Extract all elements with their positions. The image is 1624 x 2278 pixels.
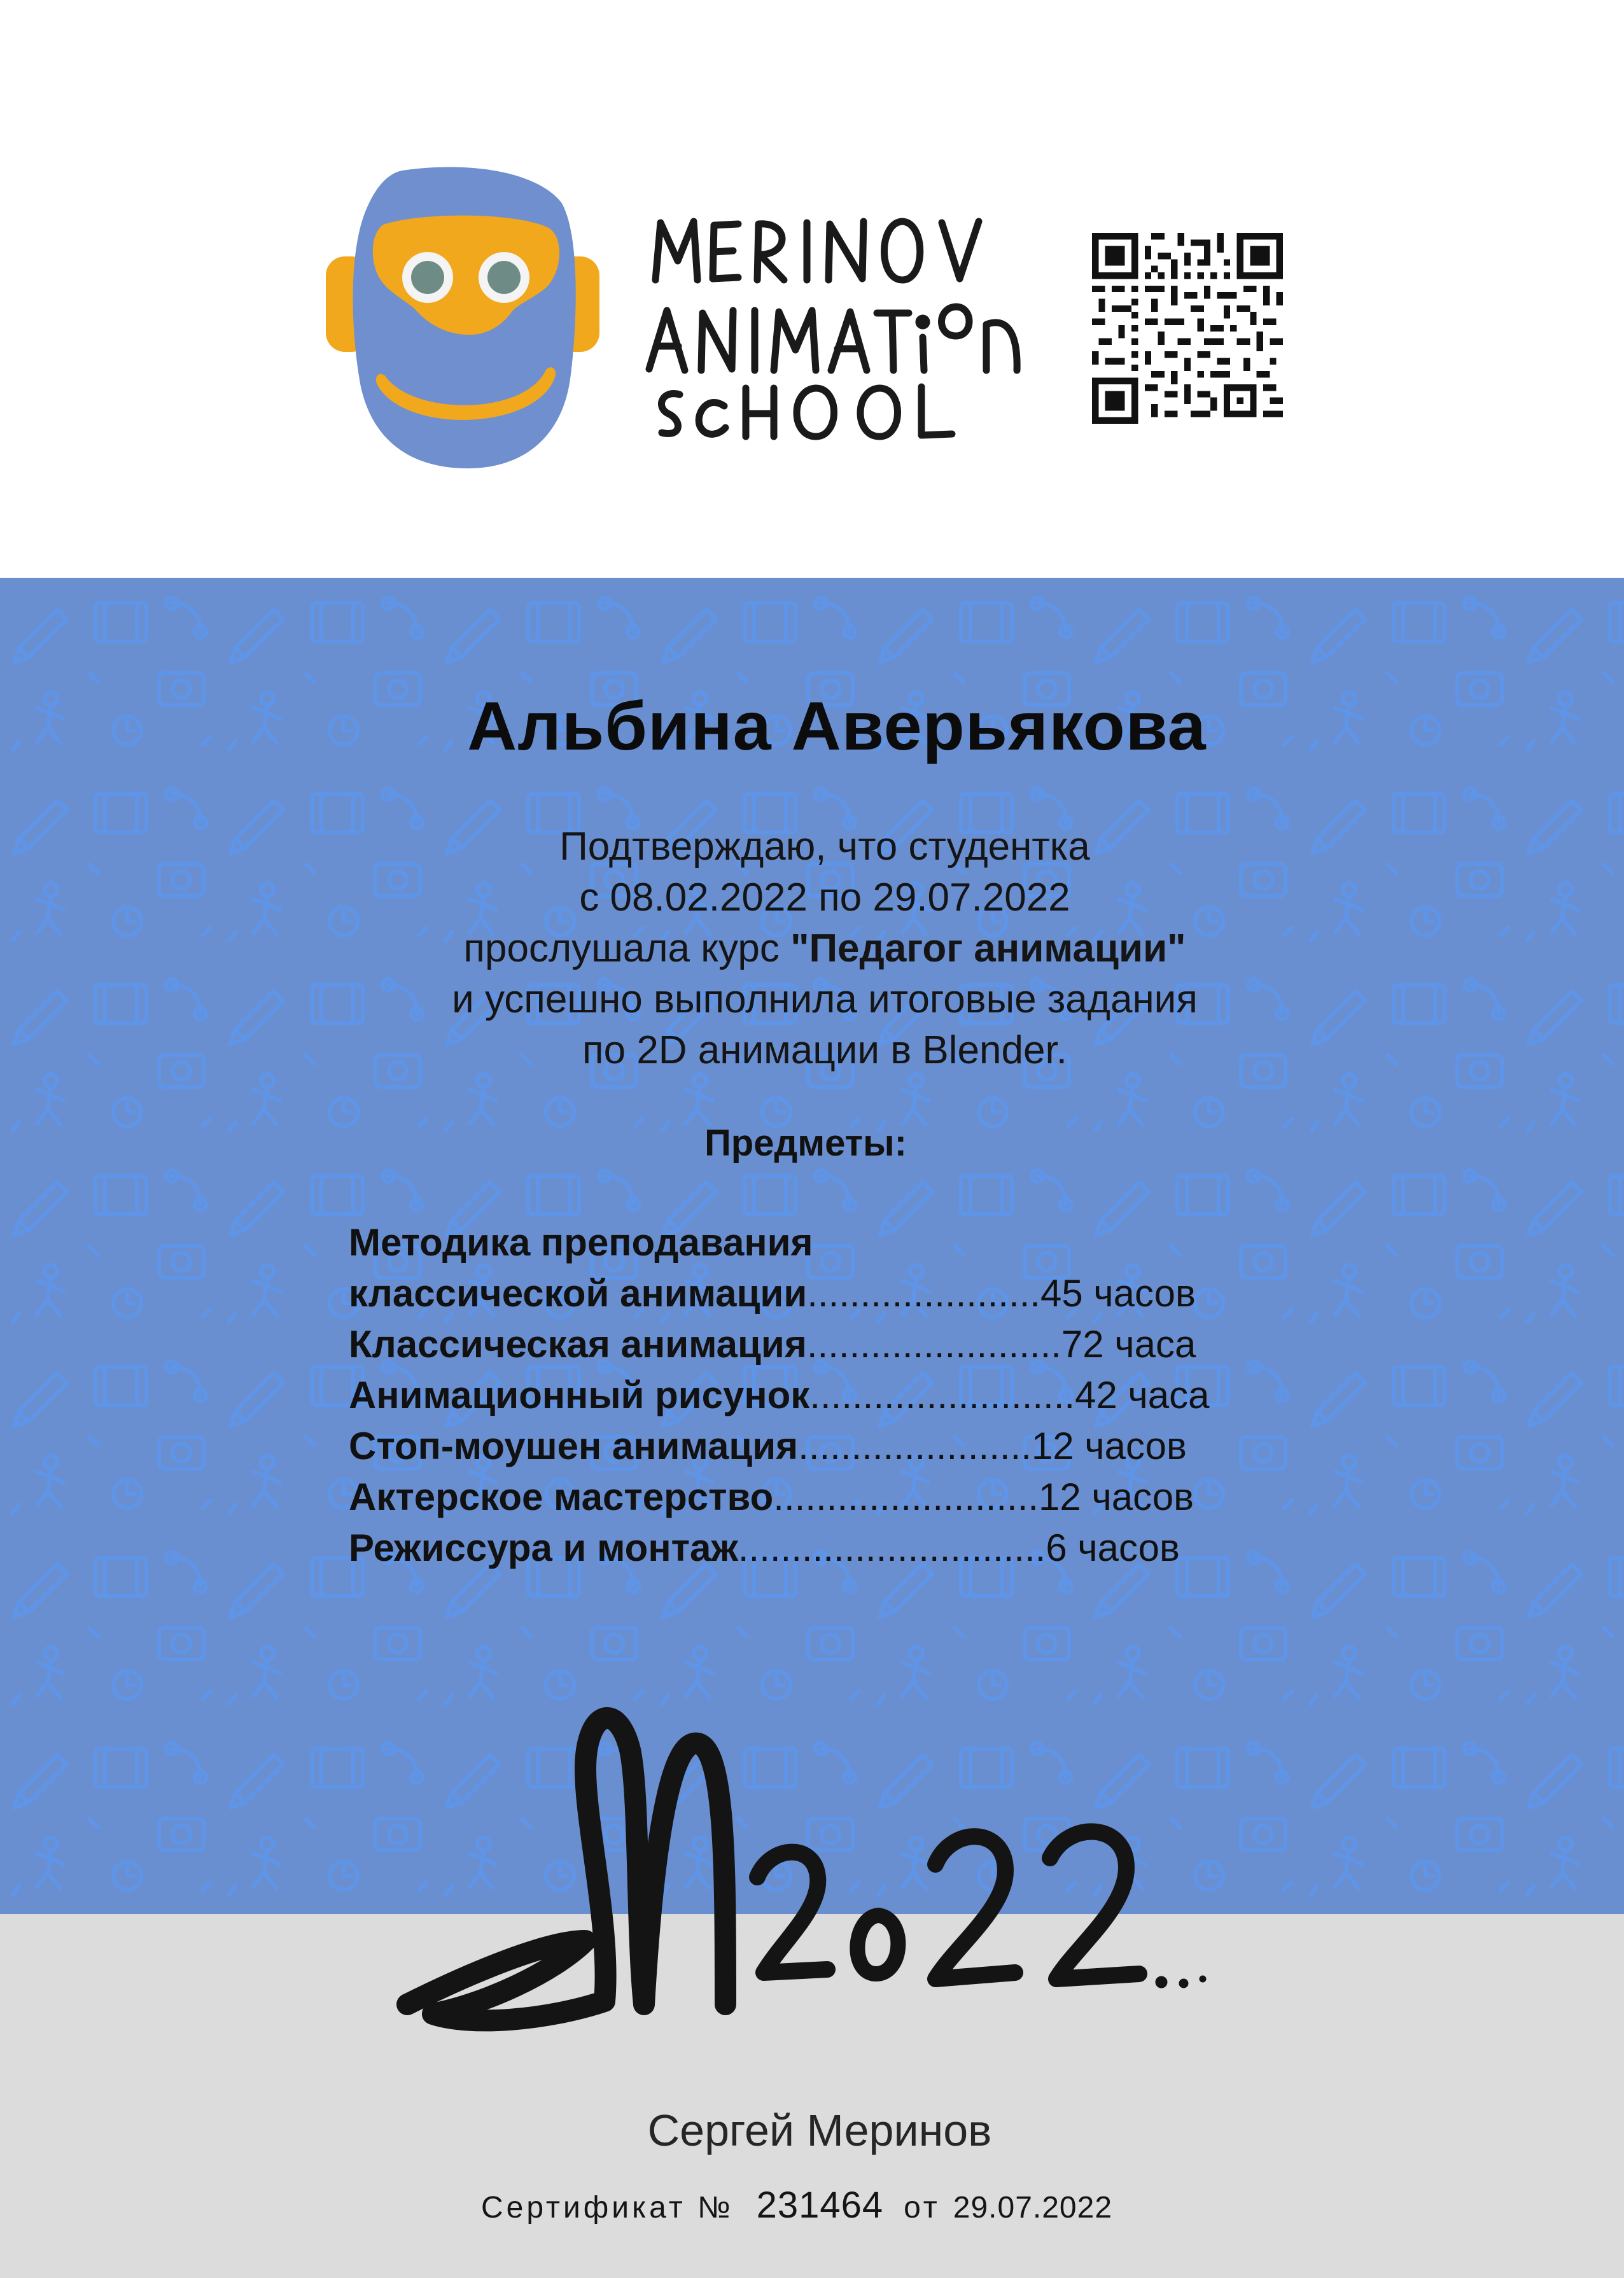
subject-hours: 12 часов <box>1039 1476 1194 1518</box>
confirmation-line: по 2D анимации в Blender. <box>582 1028 1067 1072</box>
certificate-number-line <box>481 2184 1112 2235</box>
subject-dots: ............................. <box>738 1527 1046 1569</box>
subject-row <box>349 1421 1278 1472</box>
signer-name: Сергей Меринов <box>647 2106 992 2155</box>
subject-name: Методика преподавания <box>349 1221 813 1264</box>
subject-hours: 12 часов <box>1031 1425 1187 1467</box>
subject-hours: 72 часа <box>1061 1323 1196 1366</box>
subject-name: Актерское мастерство <box>349 1476 774 1518</box>
subject-dots: ......................... <box>773 1476 1039 1518</box>
subject-hours: 6 часов <box>1046 1527 1180 1569</box>
subject-hours: 45 часов <box>1040 1272 1196 1315</box>
subjects-list <box>349 1217 1278 1574</box>
subject-dots: ...................... <box>807 1272 1040 1315</box>
course-dates: с 08.02.2022 по 29.07.2022 <box>579 876 1070 919</box>
certificate-date: 29.07.2022 <box>953 2191 1113 2225</box>
subject-name: Режиссура и монтаж <box>349 1527 738 1569</box>
confirmation-line: и успешно выполнила итоговые задания <box>452 977 1198 1021</box>
school-wordmark <box>643 204 1025 445</box>
subject-row <box>349 1319 1278 1370</box>
subject-row <box>349 1268 1278 1319</box>
robot-face-logo-icon <box>326 164 606 476</box>
confirmation-line-prefix: прослушала курс <box>463 926 791 970</box>
subject-hours: 42 часа <box>1075 1374 1210 1416</box>
subjects-heading: Предметы: <box>704 1122 907 1164</box>
subject-name: классической анимации <box>349 1272 808 1315</box>
subject-dots: ...................... <box>798 1425 1032 1467</box>
confirmation-line <box>0 923 1624 974</box>
certificate-header <box>0 0 1624 578</box>
student-name: Альбина Аверьякова <box>467 687 1207 764</box>
confirmation-text <box>0 821 1624 1076</box>
course-name: "Педагог анимации" <box>790 926 1186 970</box>
subject-name: Анимационный рисунок <box>349 1374 810 1416</box>
certificate-label: Сертификат № <box>481 2191 734 2225</box>
subject-name: Классическая анимация <box>349 1323 807 1366</box>
certificate-number: 231464 <box>756 2184 884 2226</box>
subject-name: Стоп-моушен анимация <box>349 1425 799 1467</box>
confirmation-line: Подтверждаю, что студентка <box>559 825 1090 869</box>
subject-dots: ......................... <box>809 1374 1075 1416</box>
certificate-from-label: от <box>904 2191 941 2225</box>
handwritten-signature <box>395 1674 1285 2081</box>
qr-code-icon <box>1092 233 1283 424</box>
subject-name-line <box>349 1217 1278 1268</box>
subject-row <box>349 1472 1278 1523</box>
subject-row <box>349 1370 1278 1421</box>
subject-dots: ........................ <box>806 1323 1061 1366</box>
subject-row <box>349 1523 1278 1574</box>
